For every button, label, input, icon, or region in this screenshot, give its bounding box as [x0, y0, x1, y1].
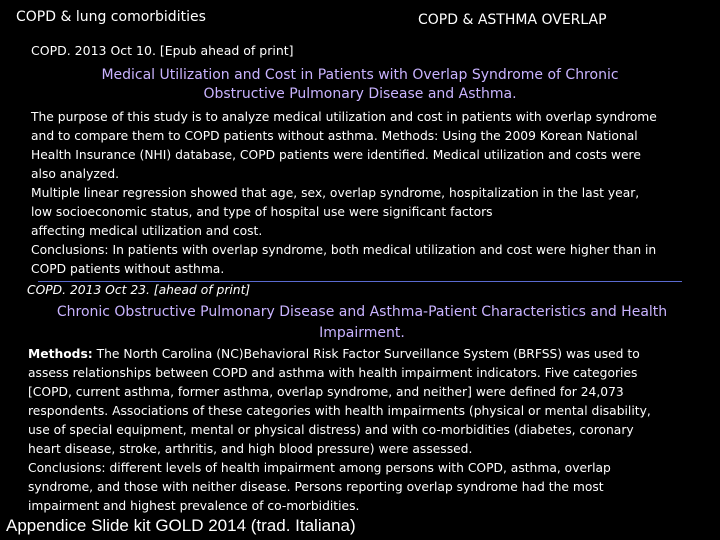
article2-title-line: Impairment. [319, 325, 405, 341]
methods-label: Methods: [28, 347, 93, 361]
article2-abstract-first-line: The North Carolina (NC)Behavioral Risk Factor Surveillance System (BRFSS) was used to [92, 347, 640, 361]
article1-title-line: Medical Utilization and Cost in Patients with Overlap Syndrome of Chronic [101, 67, 619, 83]
article1-abstract-line: low socioeconomic status, and type of hospital use were significant factors [31, 205, 493, 219]
article1-abstract-line: Conclusions: In patients with overlap syndrome, both medical utilization and cost were higher than in [31, 243, 657, 257]
article2-abstract-line: assess relationships between COPD and asthma with health impairment indicators. Five categories [28, 366, 638, 380]
article1-abstract [31, 108, 701, 279]
article2-abstract-line: Conclusions: different levels of health impairment among persons with COPD, asthma, overlap [28, 461, 611, 475]
section-divider [38, 281, 682, 282]
article1-abstract-line: COPD patients without asthma. [31, 262, 225, 276]
article1-abstract-line: Health Insurance (NHI) database, COPD patients were identified. Medical utilization and costs were [31, 148, 641, 162]
article2-abstract-line: heart disease, stroke, arthritis, and high blood pressure) were assessed. [28, 442, 473, 456]
article1-title-line: Obstructive Pulmonary Disease and Asthma. [203, 86, 517, 102]
footer-caption: Appendice Slide kit GOLD 2014 (trad. Italiana) [6, 516, 356, 535]
article2-abstract-line [28, 345, 694, 364]
article2-abstract-line: respondents. Associations of these categories with health impairments (physical or mental disability, [28, 404, 651, 418]
article1-abstract-line: affecting medical utilization and cost. [31, 224, 263, 238]
article1-abstract-line: The purpose of this study is to analyze medical utilization and cost in patients with overlap syndrome [31, 110, 657, 124]
article2-title-line: Chronic Obstructive Pulmonary Disease and Asthma-Patient Characteristics and Health [56, 304, 668, 320]
article1-abstract-line: also analyzed. [31, 167, 120, 181]
article2-abstract-line: [COPD, current asthma, former asthma, overlap syndrome, and neither] were defined for 24,073 [28, 385, 624, 399]
article2-citation: COPD. 2013 Oct 23. [ahead of print] [27, 283, 251, 297]
article1-citation: COPD. 2013 Oct 10. [Epub ahead of print] [31, 43, 294, 58]
article2-title [24, 302, 700, 344]
article1-abstract-line: and to compare them to COPD patients without asthma. Methods: Using the 2009 Korean National [31, 129, 638, 143]
article2-abstract-line: use of special equipment, mental or physical distress) and with co-morbidities (diabetes, coronary [28, 423, 634, 437]
article2-abstract [28, 345, 694, 516]
article2-abstract-line: impairment and highest prevalence of co-morbidities. [28, 499, 360, 513]
header-right-title: COPD & ASTHMA OVERLAP [418, 12, 607, 28]
article1-title [30, 66, 690, 104]
article1-abstract-line: Multiple linear regression showed that age, sex, overlap syndrome, hospitalization in the last year, [31, 186, 640, 200]
header-left-title: COPD & lung comorbidities [16, 9, 206, 25]
article2-abstract-line: syndrome, and those with neither disease. Persons reporting overlap syndrome had the most [28, 480, 604, 494]
